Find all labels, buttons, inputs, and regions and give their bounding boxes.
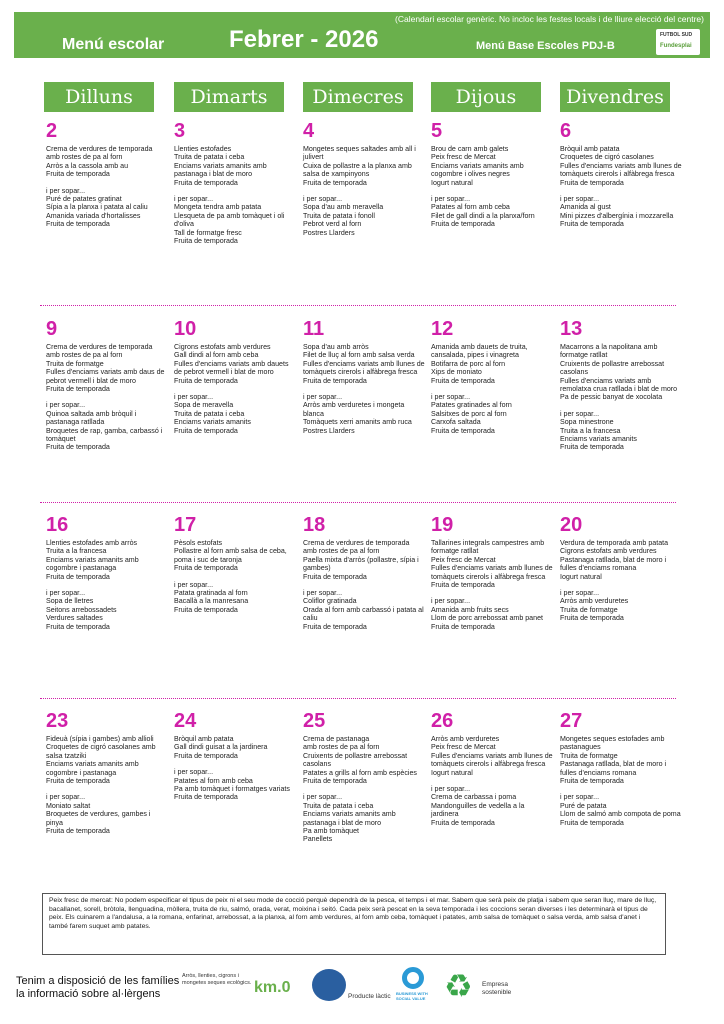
dinner-dish: Truita de formatge <box>560 605 618 614</box>
sustainable-company-label <box>482 981 511 997</box>
lunch-dish: Fruita de temporada <box>303 376 367 385</box>
dairy-cow-logo <box>312 969 346 1001</box>
dinner-dish: Patata gratinada al forn <box>174 589 248 598</box>
lunch-dish: Patates a grills al forn amb espècies <box>303 768 417 777</box>
dinner-dish: Fruita de temporada <box>174 605 238 614</box>
day-number: 2 <box>46 120 58 142</box>
lunch-dish: Pa de pessic banyat de xocolata <box>560 393 663 402</box>
lunch-dish: Fruita de temporada <box>560 178 624 187</box>
day-cell <box>560 514 682 623</box>
lunch-dish: Verdura de temporada amb patata <box>560 539 669 547</box>
lunch-dish: Enciams variats amanits amb cogombre i olives negres <box>431 161 524 179</box>
dinner-dish: Amanida amb fruits secs <box>431 605 509 614</box>
calendar-note: (Calendari escolar genèric. No incloc les festes locals i de lliure elecció del centre) <box>395 14 704 24</box>
lunch-dish: Bròquil amb patata <box>560 145 620 153</box>
dinner-dish: Tall de formatge fresc <box>174 228 242 237</box>
day-cell <box>174 318 296 435</box>
lunch-dish: Truita de patata i ceba <box>174 153 245 162</box>
day-cell <box>303 318 425 435</box>
dinner-heading: i per sopar... <box>174 195 214 204</box>
lunch-dish: Truita de formatge <box>46 359 104 368</box>
dinner-dish: Coliflor gratinada <box>303 597 357 606</box>
dinner-heading: i per sopar... <box>46 186 86 195</box>
day-cell <box>46 710 168 835</box>
dinner-heading: i per sopar... <box>431 785 471 794</box>
day-cell <box>303 120 425 237</box>
lunch-dish: Fulles d'enciams variats amb remolatxa crua ratllada i blat de moro <box>560 376 678 394</box>
dinner-dish: Mongeta tendra amb patata <box>174 203 262 212</box>
lunch-dish: Fulles d'enciams variats amb llunes de tomàquets cirerols i alfàbrega fresca <box>303 359 425 377</box>
spacer <box>46 179 168 187</box>
dinner-dish: Fruita de temporada <box>431 818 495 827</box>
dinner-heading: i per sopar... <box>174 768 214 777</box>
lunch-dish: Fulles d'enciams variats amb dauets de pebrot vermell i blat de moro <box>174 359 289 377</box>
spacer <box>431 385 553 393</box>
day-cell <box>46 318 168 452</box>
spacer <box>46 785 168 793</box>
day-number: 9 <box>46 318 58 340</box>
spacer <box>560 187 682 195</box>
day-number: 27 <box>560 710 583 732</box>
lunch-dish: Fulles d'enciams variats amb llunes de tomàquets cirerols i alfàbrega fresca <box>431 751 553 769</box>
spacer <box>46 393 168 401</box>
day-header-dimecres: Dimecres <box>303 82 413 112</box>
day-cell <box>431 120 553 229</box>
dinner-dish: Truita de patata i ceba <box>303 801 374 810</box>
sustainable-line-1: Empresa <box>482 981 509 988</box>
dinner-dish: Llom de salmó amb compota de poma <box>560 810 681 819</box>
dinner-heading: i per sopar... <box>560 589 600 598</box>
lunch-dish: Iogurt natural <box>431 178 473 187</box>
logo-top-text: FUTBOL SUD <box>660 32 693 38</box>
lunch-dish: Iogurt natural <box>431 768 473 777</box>
lunch-dish: Arròs a la cassola amb au <box>46 161 129 170</box>
dinner-heading: i per sopar... <box>560 793 600 802</box>
dinner-dish: Moniato saltat <box>46 801 91 810</box>
day-cell <box>46 120 168 229</box>
day-header-dijous: Dijous <box>431 82 541 112</box>
dinner-heading: i per sopar... <box>431 393 471 402</box>
day-cell <box>174 710 296 802</box>
lunch-dish: Fruita de temporada <box>560 777 624 786</box>
day-cell <box>560 120 682 229</box>
dinner-dish: Enciams variats amanits amb pastanaga i blat de moro <box>303 810 396 827</box>
lunch-dish: Filet de lluç al forn amb salsa verda <box>303 351 415 360</box>
dinner-dish: Arròs amb verduretes <box>560 597 629 606</box>
day-cell <box>431 514 553 631</box>
dinner-dish: Sípia a la planxa i patata al caliu <box>46 203 148 212</box>
dinner-dish: Truita de patata i ceba <box>174 409 245 418</box>
dinner-dish: Salsitxes de porc al forn <box>431 409 507 418</box>
dinner-dish: Seitons arrebossadets <box>46 605 117 614</box>
spacer <box>431 589 553 597</box>
day-header-dilluns: Dilluns <box>44 82 154 112</box>
km0-logo: km.0 <box>254 979 291 996</box>
dinner-dish: Fruita de temporada <box>560 220 624 229</box>
dinner-dish: Postres Llarders <box>303 228 355 237</box>
fundesplai-logo <box>656 29 700 55</box>
day-header-dimarts: Dimarts <box>174 82 284 112</box>
day-cell <box>431 710 553 827</box>
business-social-value-logo <box>396 967 432 1003</box>
lunch-dish: Peix fresc de Mercat <box>431 555 496 564</box>
dinner-dish: Fruita de temporada <box>46 622 110 631</box>
dinner-dish: Fruita de temporada <box>431 426 495 435</box>
fish-note-box <box>42 893 666 955</box>
lunch-dish: Mongetes seques estofades amb pastanagues <box>560 735 665 752</box>
dinner-dish: Postres Llarders <box>303 426 355 435</box>
lunch-dish: amb rostes de pa al forn <box>303 743 380 752</box>
dinner-heading: i per sopar... <box>303 589 343 598</box>
lunch-dish: Enciams variats amanits amb pastanaga i blat de moro <box>174 161 267 179</box>
lunch-dish: Fruita de temporada <box>174 564 238 573</box>
dinner-dish: Fruita de temporada <box>174 426 238 435</box>
day-number: 12 <box>431 318 454 340</box>
day-number: 24 <box>174 710 197 732</box>
day-cell <box>560 318 682 452</box>
lunch-dish: Iogurt natural <box>560 572 602 581</box>
lunch-dish: Cuixa de pollastre a la planxa amb salsa de xampinyons <box>303 161 412 179</box>
lunch-dish: Fruita de temporada <box>46 170 110 179</box>
day-number: 23 <box>46 710 69 732</box>
lunch-dish: Paella mixta d'arròs (pollastre, sípia i gambes) <box>303 555 419 573</box>
lunch-dish: Fideuà (sípia i gambes) amb allioli <box>46 735 154 743</box>
sustainable-line-2: sostenible <box>482 989 512 996</box>
dinner-dish: Fruita de temporada <box>560 614 624 623</box>
lunch-dish: Tallarines integrals campestres amb formatge ratllat <box>431 539 545 556</box>
dinner-heading: i per sopar... <box>431 597 471 606</box>
dinner-dish: Bacallà a la manresana <box>174 597 249 606</box>
day-cell <box>303 710 425 844</box>
dinner-dish: Carxofa saltada <box>431 418 481 427</box>
lunch-dish: Fruita de temporada <box>303 178 367 187</box>
lunch-dish: Fulles d'enciams variats amb llunes de tomàquets cirerols i alfàbrega fresca <box>560 161 682 179</box>
lunch-dish: Fruita de temporada <box>46 385 110 394</box>
business-social-value-text: BUSINESS WITH SOCIAL VALUE <box>396 991 428 1001</box>
dinner-dish: Truita a la francesa <box>560 426 621 435</box>
dinner-dish: Pebrot verd al forn <box>303 220 362 229</box>
day-number: 25 <box>303 710 326 732</box>
lunch-dish: Peix fresc de Mercat <box>431 153 496 162</box>
lunch-dish: Fruita de temporada <box>174 178 238 187</box>
footer-logos <box>0 965 724 1015</box>
lunch-dish: Fruita de temporada <box>174 376 238 385</box>
dinner-dish: Patates al forn amb ceba <box>431 203 510 212</box>
day-number: 10 <box>174 318 197 340</box>
dinner-dish: Panellets <box>303 835 333 844</box>
lunch-dish: Sopa d'au amb arròs <box>303 343 369 351</box>
dinner-dish: Truita de patata i fonoll <box>303 211 375 220</box>
dinner-dish: Sopa minestrone <box>560 418 614 427</box>
lunch-dish: Cruixents de pollastre arrebossat casolans <box>303 751 408 769</box>
day-number: 5 <box>431 120 443 142</box>
dinner-heading: i per sopar... <box>303 195 343 204</box>
spacer <box>303 785 425 793</box>
lunch-dish: Enciams variats amanits amb cogombre i pastanaga <box>46 555 139 573</box>
week-separator <box>40 305 676 306</box>
dinner-dish: Fruita de temporada <box>174 237 238 246</box>
menu-title: Menú escolar <box>62 36 165 53</box>
dinner-dish: Fruita de temporada <box>560 443 624 452</box>
weekday-headers <box>0 82 724 112</box>
dinner-dish: Enciams variats amanits <box>174 418 251 427</box>
dinner-dish: Orada al forn amb carbassó i patata al caliu <box>303 605 424 623</box>
week-separator <box>40 502 676 503</box>
allergens-info <box>16 975 179 1001</box>
day-number: 16 <box>46 514 69 536</box>
week-separator <box>40 698 676 699</box>
lunch-dish: amb rostes de pa al forn <box>303 547 380 556</box>
day-cell <box>46 514 168 631</box>
lunch-dish: Enciams variats amanits amb cogombre i pastanaga <box>46 760 139 777</box>
lunch-dish: Crema de pastanaga <box>303 735 370 743</box>
dinner-dish: Fruita de temporada <box>46 827 110 836</box>
allergens-line-2: la informació sobre al·lèrgens <box>16 988 161 1000</box>
lunch-dish: Botifarra de porc al forn <box>431 359 506 368</box>
infinity-icon <box>402 967 424 989</box>
lunch-dish: Bròquil amb patata <box>174 735 234 743</box>
spacer <box>560 581 682 589</box>
lunch-dish: Cigrons estofats amb verdures <box>174 343 271 351</box>
allergens-line-1: Tenim a disposició de les famílies <box>16 975 180 987</box>
day-number: 17 <box>174 514 197 536</box>
lunch-dish: Peix fresc de Mercat <box>431 743 496 752</box>
dinner-dish: Pa amb tomàquet i formatges variats <box>174 785 290 794</box>
lunch-dish: Xips de moniato <box>431 368 482 377</box>
dinner-heading: i per sopar... <box>46 401 86 410</box>
day-number: 3 <box>174 120 186 142</box>
lunch-dish: Crema de verdures de temporada <box>46 343 153 351</box>
spacer <box>303 385 425 393</box>
dinner-dish: Sopa d'au amb meravella <box>303 203 384 212</box>
lunch-dish: Croquetes de cigró casolanes <box>560 153 654 162</box>
dinner-dish: Amanida variada d'hortalisses <box>46 211 141 220</box>
dairy-product-label: Producte làctic <box>348 993 391 1000</box>
dinner-dish: Llom de porc arrebossat amb panet <box>431 614 543 623</box>
lunch-dish: Pèsols estofats <box>174 539 223 547</box>
dinner-dish: Patates al forn amb ceba <box>174 776 253 785</box>
dinner-heading: i per sopar... <box>560 409 600 418</box>
fish-note-text: Peix fresc de mercat: No podem especificar el tipus de peix ni el seu mode de cocció perquè dependrà de la pesca, el temps i el mar. Sabem que serà peix de platja i sabem que seran lluç, mare de lluç, bacallanet, sorell, bròtola, llenguadina, mòllera, truita de riu, salmó, orada, verat, moixina i seitó. Cada peix serà pescat en la seva temporada i les coccions seran diverses i les determinarà el tipus de peix. Els cuinarem a l'andalusa, a la romana, enfarinat, arrebossat, a la planxa, al forn amb verdures, al forn amb ceba, tomàquet i patates, amb salsa de tomàquet o salsa verda, amb salsa d'anet i també farem suquet amb patates. <box>49 897 657 931</box>
lunch-dish: Fruita de temporada <box>174 751 238 760</box>
day-cell <box>431 318 553 435</box>
spacer <box>174 385 296 393</box>
lunch-dish: Crema de verdures de temporada <box>303 539 410 547</box>
dinner-dish: Crema de carbassa i poma <box>431 793 517 802</box>
dinner-dish: Tomàquets xerri amanits amb ruca <box>303 418 412 427</box>
lunch-dish: Fruita de temporada <box>303 777 367 786</box>
dinner-dish: Filet de gall dindi a la planxa/forn <box>431 211 535 220</box>
lunch-dish: Mongetes seques saltades amb all i julivert <box>303 145 416 162</box>
spacer <box>431 187 553 195</box>
dinner-heading: i per sopar... <box>46 589 86 598</box>
lunch-dish: Gall dindi guisat a la jardinera <box>174 743 268 752</box>
lunch-dish: Pastanaga ratllada, blat de moro i fulles d'enciams romana <box>560 555 667 573</box>
lunch-dish: Fruita de temporada <box>431 376 495 385</box>
dinner-heading: i per sopar... <box>46 793 86 802</box>
dinner-dish: Patates gratinades al forn <box>431 401 512 410</box>
day-cell <box>174 514 296 614</box>
spacer <box>46 581 168 589</box>
day-number: 18 <box>303 514 326 536</box>
dinner-dish: Verdures saltades <box>46 614 103 623</box>
day-number: 13 <box>560 318 583 340</box>
lunch-dish: Crema de verdures de temporada <box>46 145 153 153</box>
dinner-dish: Enciams variats amanits <box>560 435 637 444</box>
day-cell <box>560 710 682 827</box>
dinner-dish: Sopa de meravella <box>174 401 234 410</box>
dinner-dish: Broquetes de rap, gamba, carbassó i tomàquet <box>46 426 163 444</box>
day-number: 11 <box>303 318 325 340</box>
spacer <box>174 573 296 581</box>
lunch-dish: Gall dindi al forn amb ceba <box>174 351 259 360</box>
dinner-dish: Fruita de temporada <box>46 220 110 229</box>
lunch-dish: Arròs amb verduretes <box>431 735 500 743</box>
spacer <box>174 760 296 768</box>
dinner-heading: i per sopar... <box>174 393 214 402</box>
header-banner <box>14 12 710 58</box>
dinner-dish: Fruita de temporada <box>303 622 367 631</box>
dinner-dish: Fruita de temporada <box>46 443 110 452</box>
lunch-dish: amb rostes de pa al forn <box>46 351 123 360</box>
lunch-dish: amb rostes de pa al forn <box>46 153 123 162</box>
dinner-dish: Sopa de lletres <box>46 597 94 606</box>
lunch-dish: Llenties estofades <box>174 145 232 153</box>
spacer <box>174 187 296 195</box>
lunch-dish: Pastanaga ratllada, blat de moro i fulles d'enciams romana <box>560 760 667 777</box>
dinner-dish: Fruita de temporada <box>560 818 624 827</box>
dinner-dish: Broquetes de verdures, gambes i pinya <box>46 810 151 827</box>
lunch-dish: Fruita de temporada <box>303 572 367 581</box>
dinner-dish: Puré de patata <box>560 801 607 810</box>
lunch-dish: Cigrons estofats amb verdures <box>560 547 657 556</box>
dinner-dish: Fruita de temporada <box>431 220 495 229</box>
day-header-divendres: Divendres <box>560 82 670 112</box>
lunch-dish: Fruita de temporada <box>431 581 495 590</box>
lunch-dish: Fruita de temporada <box>46 572 110 581</box>
day-number: 26 <box>431 710 454 732</box>
day-number: 4 <box>303 120 315 142</box>
dinner-dish: Puré de patates gratinat <box>46 195 122 204</box>
dinner-dish: Arròs amb verduretes i mongeta blanca <box>303 401 405 418</box>
spacer <box>303 187 425 195</box>
lunch-dish: Fulles d'enciams variats amb llunes de tomàquets cirerols i alfàbrega fresca <box>431 564 553 581</box>
lunch-dish: Truita de formatge <box>560 751 618 760</box>
dinner-dish: Fruita de temporada <box>174 793 238 802</box>
lunch-dish: Truita a la francesa <box>46 547 107 556</box>
day-number: 6 <box>560 120 572 142</box>
spacer <box>303 581 425 589</box>
dinner-dish: Pa amb tomàquet <box>303 827 359 836</box>
day-cell <box>303 514 425 631</box>
dinner-heading: i per sopar... <box>303 793 343 802</box>
dinner-dish: Quinoa saltada amb bròquil i pastanaga ratllada <box>46 409 137 427</box>
lunch-dish: Brou de carn amb galets <box>431 145 509 153</box>
day-number: 19 <box>431 514 454 536</box>
logo-bottom-text: Fundesplai <box>660 43 692 49</box>
spacer <box>431 777 553 785</box>
dinner-heading: i per sopar... <box>560 195 600 204</box>
dinner-dish: Amanida al gust <box>560 203 611 212</box>
dinner-dish: Llesqueta de pa amb tomàquet i oli d'oliva <box>174 211 285 229</box>
dinner-heading: i per sopar... <box>431 195 471 204</box>
dinner-dish: Mandonguilles de vedella a la jardinera <box>431 801 525 819</box>
recycle-icon: ♻ <box>444 968 473 1004</box>
day-cell <box>174 120 296 245</box>
dinner-heading: i per sopar... <box>303 393 343 402</box>
dinner-dish: Mini pizzes d'albergínia i mozzarella <box>560 211 674 220</box>
lunch-dish: Croquetes de cigró casolanes amb salsa tzatziki <box>46 743 156 760</box>
day-number: 20 <box>560 514 583 536</box>
lunch-dish: Cruixents de pollastre arrebossat casolans <box>560 359 665 377</box>
lunch-dish: Macarrons a la napolitana amb formatge ratllat <box>560 343 658 360</box>
lunch-dish: Fruita de temporada <box>46 777 110 786</box>
month-title: Febrer - 2026 <box>229 26 379 53</box>
lunch-dish: Pollastre al forn amb salsa de ceba, poma i suc de taronja <box>174 547 287 564</box>
spacer <box>560 402 682 410</box>
menu-base-label: Menú Base Escoles PDJ-B <box>476 40 615 52</box>
eco-products-text: Arròs, llenties, cigrons i mongetes seques ecològics. <box>182 973 252 986</box>
dinner-dish: Fruita de temporada <box>431 622 495 631</box>
lunch-dish: Amanida amb dauets de truita, cansalada, pipes i vinagreta <box>431 343 528 360</box>
lunch-dish: Fulles d'enciams variats amb daus de pebrot vermell i blat de moro <box>46 368 165 385</box>
lunch-dish: Llenties estofades amb arròs <box>46 539 138 547</box>
dinner-heading: i per sopar... <box>174 580 214 589</box>
spacer <box>560 785 682 793</box>
